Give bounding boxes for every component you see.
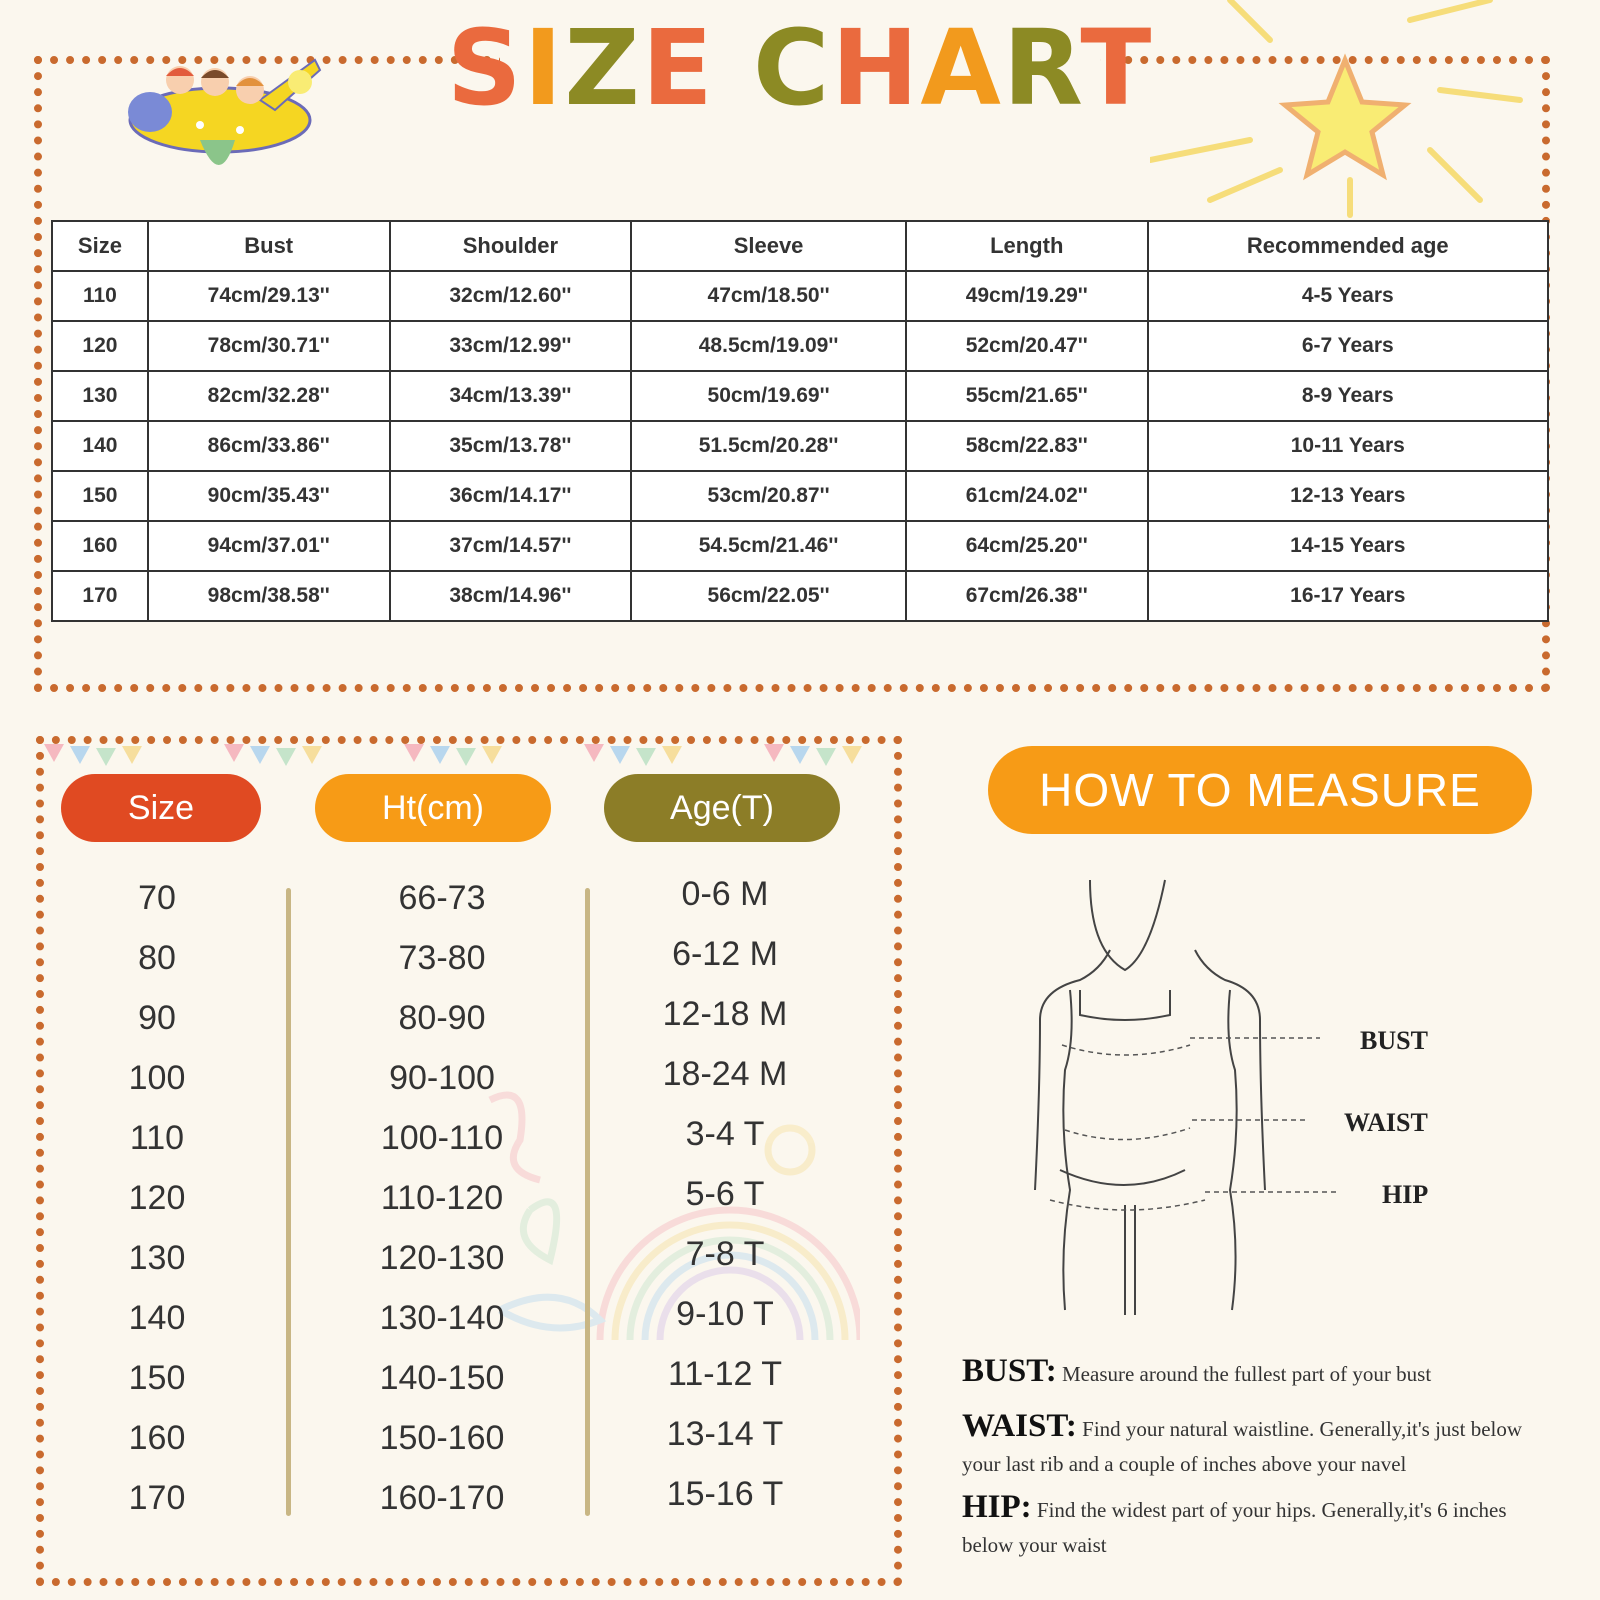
cell: 47cm/18.50'' xyxy=(631,271,906,321)
page-title xyxy=(0,8,1600,128)
cell: 170 xyxy=(52,571,148,621)
waist-instruction xyxy=(962,1409,1552,1482)
bust-text: Measure around the fullest part of your bust xyxy=(1062,1362,1432,1386)
cell: 16-17 Years xyxy=(1148,571,1548,621)
cell: 98cm/38.58'' xyxy=(148,571,390,621)
title-letter: T xyxy=(1080,7,1154,129)
list-item: 110-120 xyxy=(380,1179,504,1217)
size-chart-table xyxy=(51,220,1549,622)
list-item: 18-24 M xyxy=(662,1055,788,1093)
bust-label: BUST xyxy=(1360,1026,1428,1055)
how-to-measure-button: HOW TO MEASURE xyxy=(988,746,1532,834)
waist-text: Find your natural waistline. Generally,it's just below your last rib and a couple of inches above your navel xyxy=(962,1417,1523,1476)
table-row xyxy=(52,471,1548,521)
list-item: 90-100 xyxy=(389,1059,495,1097)
title-letter: S xyxy=(446,7,524,129)
cell: 130 xyxy=(52,371,148,421)
table-row xyxy=(52,421,1548,471)
list-item: 150 xyxy=(128,1359,186,1397)
cell: 35cm/13.78'' xyxy=(390,421,632,471)
cell: 56cm/22.05'' xyxy=(631,571,906,621)
hip-term: HIP: xyxy=(962,1489,1032,1525)
list-item: 70 xyxy=(138,879,176,917)
list-item: 9-10 T xyxy=(676,1295,774,1333)
table-header-row xyxy=(52,221,1548,271)
column-divider-2 xyxy=(585,888,590,1516)
list-item: 100-110 xyxy=(380,1119,504,1157)
title-letter: I xyxy=(523,7,565,129)
table-row xyxy=(52,371,1548,421)
list-item: 13-14 T xyxy=(666,1415,784,1453)
title-word-chart xyxy=(753,7,1153,129)
cell: 160 xyxy=(52,521,148,571)
list-item: 11-12 T xyxy=(667,1355,783,1393)
list-item: 130-140 xyxy=(379,1299,505,1337)
header-bust: Bust xyxy=(148,221,390,271)
cell: 55cm/21.65'' xyxy=(906,371,1148,421)
hip-text: Find the widest part of your hips. Generally,it's 6 inches below your waist xyxy=(962,1498,1507,1557)
list-item: 80 xyxy=(138,939,176,977)
list-item: 150-160 xyxy=(379,1419,505,1457)
cell: 67cm/26.38'' xyxy=(906,571,1148,621)
column-divider-1 xyxy=(286,888,291,1516)
cell: 94cm/37.01'' xyxy=(148,521,390,571)
list-item: 15-16 T xyxy=(666,1475,784,1513)
title-letter: A xyxy=(920,7,1003,129)
table-row xyxy=(52,271,1548,321)
list-item: 110 xyxy=(129,1119,185,1157)
title-letter: E xyxy=(641,7,715,129)
cell: 8-9 Years xyxy=(1148,371,1548,421)
title-letter: R xyxy=(1002,7,1081,129)
list-item: 140 xyxy=(128,1299,186,1337)
size-column xyxy=(32,880,282,1540)
list-item: 7-8 T xyxy=(685,1235,765,1273)
bust-term: BUST: xyxy=(962,1353,1057,1389)
list-item: 5-6 T xyxy=(685,1175,765,1213)
list-item: 3-4 T xyxy=(685,1115,765,1153)
list-item: 120-130 xyxy=(379,1239,505,1277)
cell: 38cm/14.96'' xyxy=(390,571,632,621)
table-row xyxy=(52,571,1548,621)
cell: 48.5cm/19.09'' xyxy=(631,321,906,371)
cell: 4-5 Years xyxy=(1148,271,1548,321)
header-recommended-age: Recommended age xyxy=(1148,221,1548,271)
cell: 52cm/20.47'' xyxy=(906,321,1148,371)
list-item: 160 xyxy=(128,1419,186,1457)
cell: 33cm/12.99'' xyxy=(390,321,632,371)
cell: 140 xyxy=(52,421,148,471)
body-outline-illustration xyxy=(1020,870,1420,1320)
cell: 53cm/20.87'' xyxy=(631,471,906,521)
list-item: 66-73 xyxy=(398,879,486,917)
cell: 10-11 Years xyxy=(1148,421,1548,471)
list-item: 170 xyxy=(128,1479,186,1517)
header-sleeve: Sleeve xyxy=(631,221,906,271)
table-row xyxy=(52,521,1548,571)
height-header-pill: Ht(cm) xyxy=(315,774,551,842)
hip-instruction xyxy=(962,1490,1532,1563)
cell: 150 xyxy=(52,471,148,521)
cell: 78cm/30.71'' xyxy=(148,321,390,371)
title-letter: C xyxy=(753,7,832,129)
cell: 50cm/19.69'' xyxy=(631,371,906,421)
title-letter: H xyxy=(831,7,921,129)
cell: 64cm/25.20'' xyxy=(906,521,1148,571)
list-item: 0-6 M xyxy=(681,875,769,913)
cell: 51.5cm/20.28'' xyxy=(631,421,906,471)
waist-label: WAIST xyxy=(1344,1108,1428,1137)
cell: 14-15 Years xyxy=(1148,521,1548,571)
cell: 37cm/14.57'' xyxy=(390,521,632,571)
header-shoulder: Shoulder xyxy=(390,221,632,271)
cell: 49cm/19.29'' xyxy=(906,271,1148,321)
height-column xyxy=(317,880,567,1540)
cell: 86cm/33.86'' xyxy=(148,421,390,471)
cell: 36cm/14.17'' xyxy=(390,471,632,521)
size-header-pill: Size xyxy=(61,774,261,842)
cell: 32cm/12.60'' xyxy=(390,271,632,321)
hip-label: HIP xyxy=(1382,1180,1429,1209)
cell: 90cm/35.43'' xyxy=(148,471,390,521)
cell: 61cm/24.02'' xyxy=(906,471,1148,521)
list-item: 12-18 M xyxy=(662,995,788,1033)
waist-term: WAIST: xyxy=(962,1408,1077,1444)
table-row xyxy=(52,321,1548,371)
age-column xyxy=(600,876,850,1536)
list-item: 130 xyxy=(128,1239,186,1277)
header-length: Length xyxy=(906,221,1148,271)
list-item: 100 xyxy=(128,1059,186,1097)
cell: 54.5cm/21.46'' xyxy=(631,521,906,571)
list-item: 140-150 xyxy=(379,1359,505,1397)
list-item: 6-12 M xyxy=(672,935,778,973)
cell: 120 xyxy=(52,321,148,371)
cell: 110 xyxy=(52,271,148,321)
list-item: 160-170 xyxy=(379,1479,505,1517)
cell: 6-7 Years xyxy=(1148,321,1548,371)
cell: 82cm/32.28'' xyxy=(148,371,390,421)
title-letter: Z xyxy=(564,7,642,129)
age-header-pill: Age(T) xyxy=(604,774,840,842)
cell: 74cm/29.13'' xyxy=(148,271,390,321)
cell: 34cm/13.39'' xyxy=(390,371,632,421)
bust-instruction xyxy=(962,1354,1562,1392)
list-item: 73-80 xyxy=(398,939,486,977)
list-item: 90 xyxy=(138,999,176,1037)
title-word-size xyxy=(447,7,715,129)
cell: 58cm/22.83'' xyxy=(906,421,1148,471)
list-item: 80-90 xyxy=(398,999,486,1037)
cell: 12-13 Years xyxy=(1148,471,1548,521)
list-item: 120 xyxy=(128,1179,186,1217)
header-size: Size xyxy=(52,221,148,271)
